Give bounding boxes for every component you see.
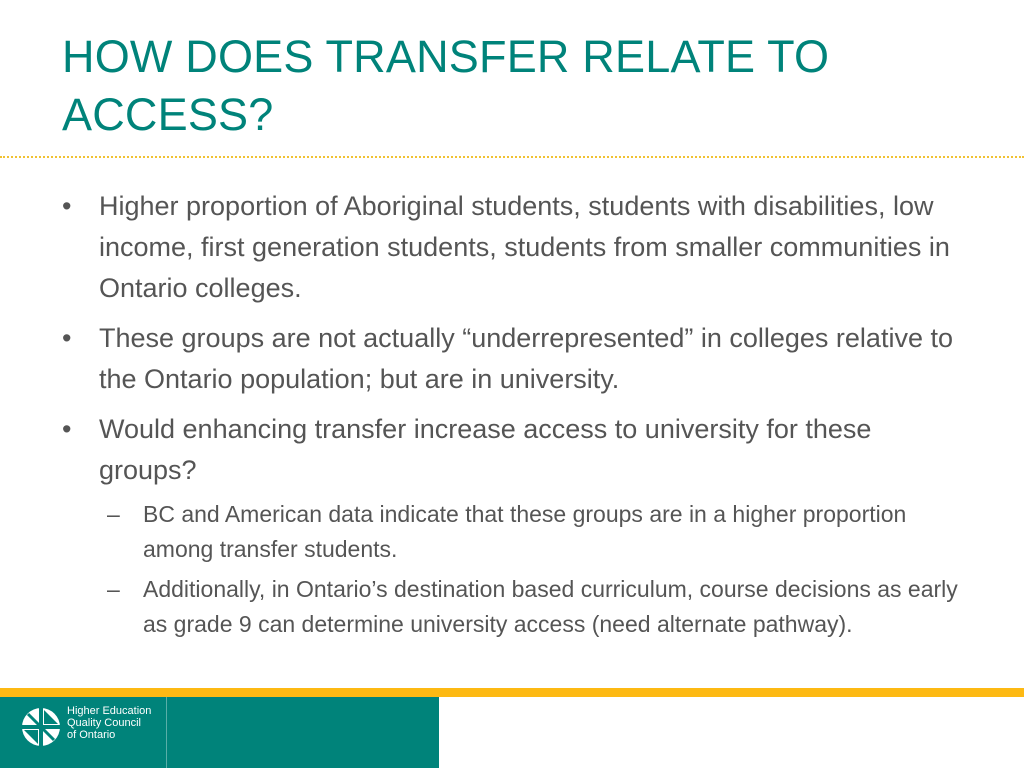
sub-bullet-text: BC and American data indicate that these groups are in a higher proportion among transfer students. <box>143 501 907 562</box>
sub-bullet-item <box>107 572 962 642</box>
sub-bullet-marker: – <box>107 501 120 527</box>
bullet-marker: • <box>62 323 72 353</box>
footer-accent-band <box>0 688 1024 697</box>
organization-name <box>67 705 165 741</box>
bullet-marker: • <box>62 414 72 444</box>
bullet-item <box>62 409 962 642</box>
organization-name-line: Quality Council <box>67 717 141 729</box>
bullet-list <box>62 186 962 651</box>
sub-bullet-marker: – <box>107 576 120 602</box>
organization-name-line: Higher Education <box>67 705 152 717</box>
sub-bullet-item <box>107 497 962 567</box>
bullet-marker: • <box>62 191 72 221</box>
bullet-item <box>62 186 962 309</box>
sub-bullet-list <box>107 497 962 642</box>
footer-logo-panel <box>0 697 439 768</box>
bullet-item <box>62 318 962 400</box>
title-divider <box>0 156 1024 158</box>
bullet-text: These groups are not actually “underrepresented” in colleges relative to the Ontario population; but are in university. <box>99 323 953 394</box>
bullet-text: Would enhancing transfer increase access to university for these groups? <box>99 414 872 485</box>
organization-name-line: of Ontario <box>67 729 116 741</box>
sub-bullet-text: Additionally, in Ontario’s destination based curriculum, course decisions as early as grade 9 can determine university access (need alternate pathway). <box>143 576 958 637</box>
slide-title: HOW DOES TRANSFER RELATE TO ACCESS? <box>62 31 830 140</box>
heqco-logo-icon <box>19 705 63 749</box>
bullet-text: Higher proportion of Aboriginal students, students with disabilities, low income, first generation students, students from smaller communities in Ontario colleges. <box>99 191 950 303</box>
logo-divider <box>166 697 167 768</box>
